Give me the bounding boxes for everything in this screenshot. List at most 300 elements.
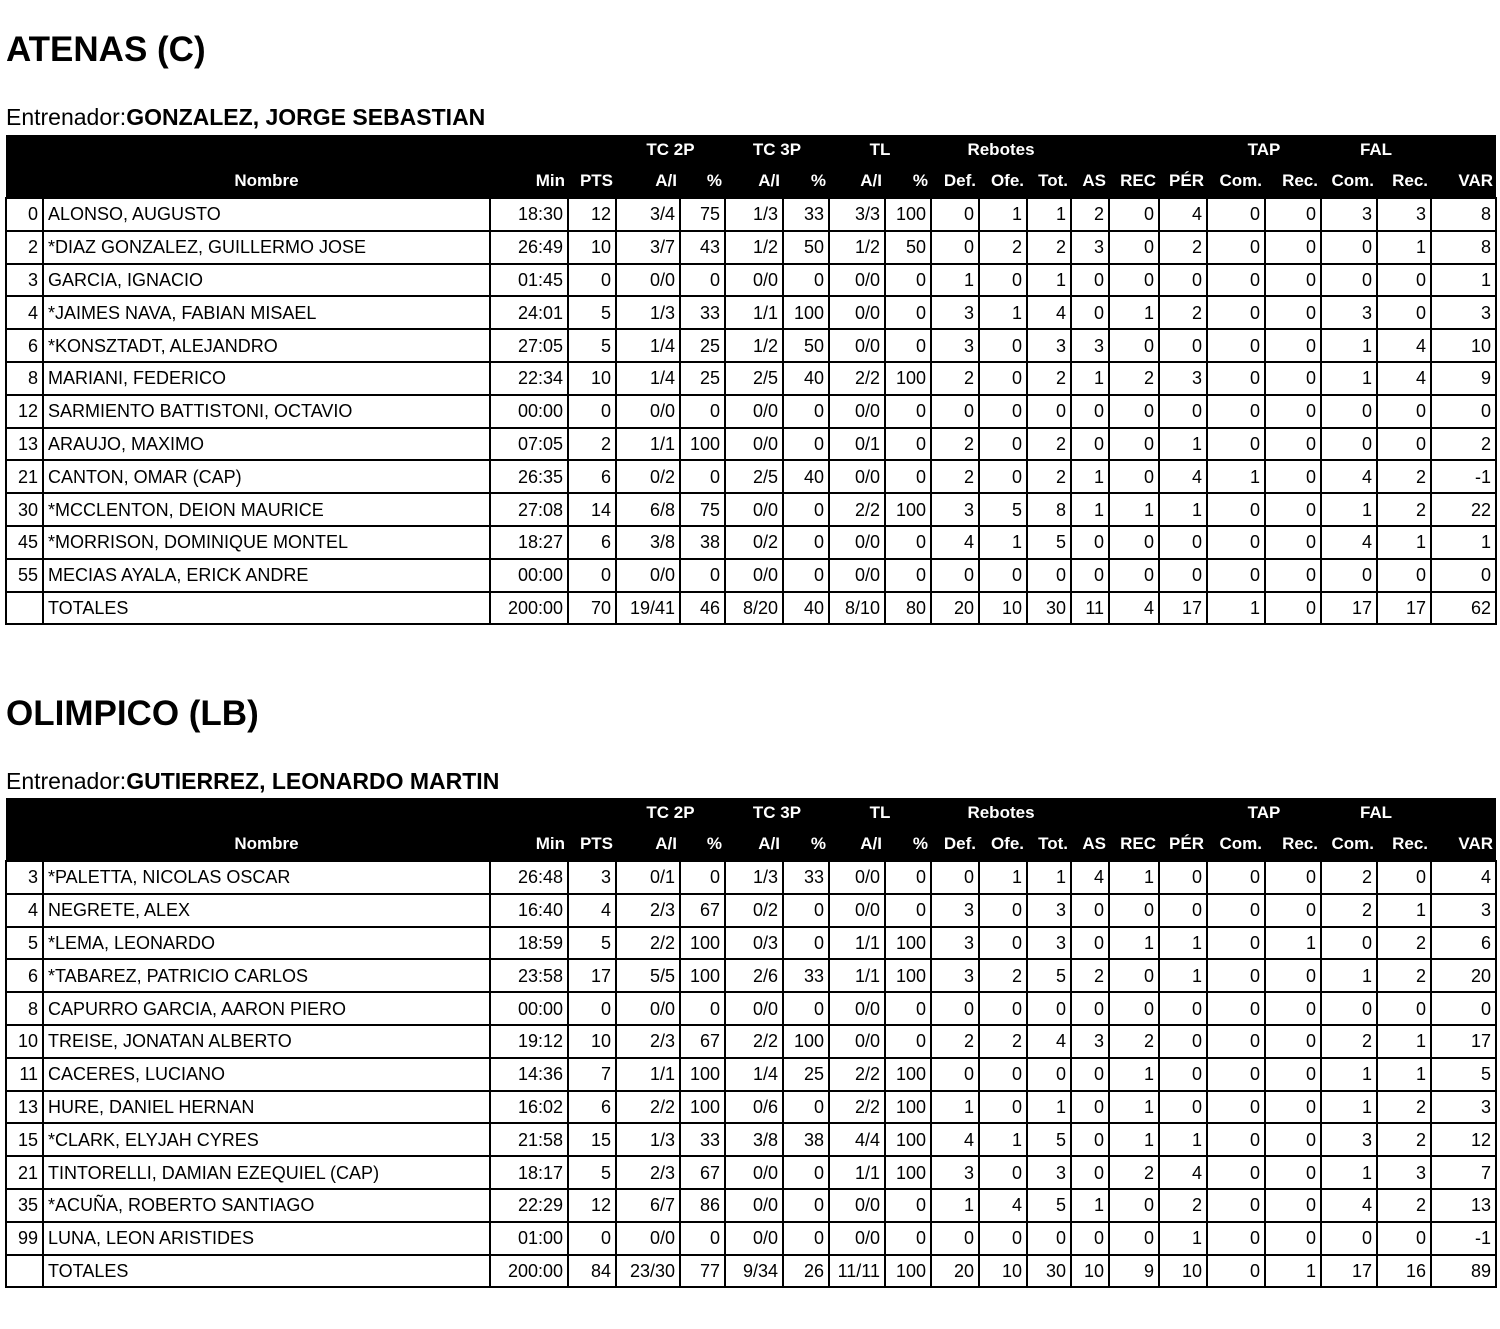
cell-fal-com: 4 <box>1321 526 1377 559</box>
cell-tl-ai: 2/2 <box>829 362 885 395</box>
col-tl-ai: A/I <box>829 828 885 861</box>
header-column-row <box>6 165 1496 198</box>
col-min: Min <box>490 828 568 861</box>
coach-line <box>6 103 485 131</box>
cell-rec: 2 <box>1109 1156 1159 1189</box>
cell-per: 10 <box>1159 1255 1207 1288</box>
cell-tap-rec: 0 <box>1265 1123 1321 1156</box>
cell-tl-pct: 0 <box>885 1189 931 1222</box>
cell-pts: 84 <box>568 1255 616 1288</box>
cell-tap-rec: 1 <box>1265 927 1321 960</box>
cell-tap-com: 0 <box>1207 1091 1265 1124</box>
table-row <box>6 329 1496 362</box>
cell-tap-rec: 0 <box>1265 296 1321 329</box>
cell-tc3p-ai: 9/34 <box>725 1255 783 1288</box>
cell-tl-pct: 0 <box>885 1025 931 1058</box>
cell-fal-rec: 4 <box>1377 329 1431 362</box>
cell-num: 99 <box>6 1222 43 1255</box>
cell-per: 1 <box>1159 959 1207 992</box>
cell-tl-pct: 0 <box>885 395 931 428</box>
cell-tap-com: 0 <box>1207 1222 1265 1255</box>
cell-min: 16:02 <box>490 1091 568 1124</box>
cell-tc2p-pct: 100 <box>680 1091 725 1124</box>
cell-tc3p-pct: 0 <box>783 264 829 297</box>
cell-pts: 6 <box>568 460 616 493</box>
cell-tap-com: 0 <box>1207 1123 1265 1156</box>
cell-tc2p-ai: 6/7 <box>616 1189 680 1222</box>
table-row <box>6 231 1496 264</box>
cell-fal-rec: 2 <box>1377 1189 1431 1222</box>
table-row <box>6 395 1496 428</box>
cell-tc2p-ai: 1/4 <box>616 329 680 362</box>
cell-nombre: NEGRETE, ALEX <box>43 894 490 927</box>
header-fal: FAL <box>1321 135 1431 165</box>
cell-tc2p-ai: 3/4 <box>616 198 680 231</box>
cell-tl-ai: 1/1 <box>829 1156 885 1189</box>
cell-reb-def: 0 <box>931 861 979 894</box>
cell-min: 21:58 <box>490 1123 568 1156</box>
cell-as: 4 <box>1071 861 1109 894</box>
cell-per: 0 <box>1159 264 1207 297</box>
cell-reb-def: 0 <box>931 992 979 1025</box>
cell-reb-def: 3 <box>931 927 979 960</box>
cell-tc3p-pct: 0 <box>783 1091 829 1124</box>
cell-nombre: ALONSO, AUGUSTO <box>43 198 490 231</box>
cell-num: 13 <box>6 1091 43 1124</box>
cell-tl-pct: 100 <box>885 1255 931 1288</box>
cell-var: 17 <box>1431 1025 1496 1058</box>
col-nombre: Nombre <box>43 828 490 861</box>
cell-tc3p-ai: 2/2 <box>725 1025 783 1058</box>
cell-num: 8 <box>6 362 43 395</box>
cell-tc3p-ai: 3/8 <box>725 1123 783 1156</box>
cell-reb-ofe: 0 <box>979 559 1027 592</box>
cell-tl-ai: 0/0 <box>829 296 885 329</box>
cell-tl-pct: 100 <box>885 1091 931 1124</box>
cell-fal-com: 2 <box>1321 861 1377 894</box>
cell-reb-def: 1 <box>931 1091 979 1124</box>
cell-min: 00:00 <box>490 395 568 428</box>
cell-num: 6 <box>6 959 43 992</box>
coach-line <box>6 767 499 795</box>
cell-rec: 1 <box>1109 1058 1159 1091</box>
cell-as: 1 <box>1071 493 1109 526</box>
cell-fal-com: 17 <box>1321 592 1377 625</box>
cell-fal-rec: 0 <box>1377 264 1431 297</box>
cell-tl-ai: 0/0 <box>829 894 885 927</box>
cell-reb-tot: 1 <box>1027 198 1071 231</box>
header-tc2p: TC 2P <box>616 135 725 165</box>
cell-reb-tot: 0 <box>1027 1058 1071 1091</box>
cell-as: 3 <box>1071 329 1109 362</box>
cell-tc2p-pct: 0 <box>680 559 725 592</box>
cell-tap-rec: 0 <box>1265 1189 1321 1222</box>
cell-tc3p-ai: 8/20 <box>725 592 783 625</box>
cell-pts: 0 <box>568 264 616 297</box>
col-tl-pct: % <box>885 165 931 198</box>
cell-reb-ofe: 1 <box>979 1123 1027 1156</box>
cell-tap-rec: 1 <box>1265 1255 1321 1288</box>
cell-tap-rec: 0 <box>1265 460 1321 493</box>
cell-pts: 10 <box>568 362 616 395</box>
cell-as: 1 <box>1071 460 1109 493</box>
cell-var: 2 <box>1431 428 1496 461</box>
player-rows <box>6 861 1496 1287</box>
totals-row <box>6 1255 1496 1288</box>
cell-per: 0 <box>1159 329 1207 362</box>
cell-reb-ofe: 1 <box>979 861 1027 894</box>
cell-pts: 7 <box>568 1058 616 1091</box>
cell-tap-com: 0 <box>1207 1156 1265 1189</box>
cell-tc3p-pct: 38 <box>783 1123 829 1156</box>
cell-tap-com: 1 <box>1207 460 1265 493</box>
cell-pts: 4 <box>568 894 616 927</box>
table-row <box>6 894 1496 927</box>
cell-tap-com: 0 <box>1207 959 1265 992</box>
cell-rec: 0 <box>1109 395 1159 428</box>
cell-min: 01:45 <box>490 264 568 297</box>
cell-tc3p-ai: 0/0 <box>725 992 783 1025</box>
table-row <box>6 1189 1496 1222</box>
cell-num: 30 <box>6 493 43 526</box>
cell-reb-tot: 3 <box>1027 329 1071 362</box>
cell-tl-pct: 0 <box>885 460 931 493</box>
cell-rec: 1 <box>1109 493 1159 526</box>
cell-fal-com: 0 <box>1321 264 1377 297</box>
cell-tc2p-ai: 1/1 <box>616 428 680 461</box>
cell-nombre: MARIANI, FEDERICO <box>43 362 490 395</box>
cell-as: 0 <box>1071 1058 1109 1091</box>
header-group-row <box>6 798 1496 828</box>
cell-tap-com: 0 <box>1207 231 1265 264</box>
cell-tl-pct: 50 <box>885 231 931 264</box>
cell-as: 0 <box>1071 395 1109 428</box>
cell-tc3p-ai: 1/1 <box>725 296 783 329</box>
coach-label: Entrenador: <box>6 104 127 130</box>
cell-num: 11 <box>6 1058 43 1091</box>
cell-fal-com: 1 <box>1321 493 1377 526</box>
col-reb-ofe: Ofe. <box>979 165 1027 198</box>
cell-tl-pct: 100 <box>885 493 931 526</box>
cell-reb-ofe: 10 <box>979 1255 1027 1288</box>
team-title: ATENAS (C) <box>6 30 206 69</box>
cell-tc2p-pct: 0 <box>680 264 725 297</box>
cell-tl-ai: 2/2 <box>829 493 885 526</box>
cell-fal-com: 1 <box>1321 362 1377 395</box>
cell-rec: 0 <box>1109 559 1159 592</box>
cell-tl-ai: 1/1 <box>829 927 885 960</box>
cell-pts: 0 <box>568 559 616 592</box>
cell-tl-ai: 0/1 <box>829 428 885 461</box>
cell-fal-rec: 2 <box>1377 1091 1431 1124</box>
cell-var: -1 <box>1431 460 1496 493</box>
cell-tap-rec: 0 <box>1265 493 1321 526</box>
cell-reb-def: 2 <box>931 1025 979 1058</box>
cell-per: 0 <box>1159 395 1207 428</box>
cell-tc3p-ai: 0/3 <box>725 927 783 960</box>
cell-tc3p-pct: 40 <box>783 460 829 493</box>
cell-rec: 0 <box>1109 231 1159 264</box>
cell-pts: 17 <box>568 959 616 992</box>
cell-fal-com: 2 <box>1321 1025 1377 1058</box>
cell-nombre: *JAIMES NAVA, FABIAN MISAEL <box>43 296 490 329</box>
cell-min: 27:05 <box>490 329 568 362</box>
coach-name: GONZALEZ, JORGE SEBASTIAN <box>126 104 486 130</box>
cell-as: 0 <box>1071 526 1109 559</box>
cell-num: 12 <box>6 395 43 428</box>
table-row <box>6 362 1496 395</box>
cell-tap-com: 0 <box>1207 526 1265 559</box>
cell-tl-pct: 0 <box>885 1222 931 1255</box>
cell-tc2p-pct: 77 <box>680 1255 725 1288</box>
cell-nombre: *MCCLENTON, DEION MAURICE <box>43 493 490 526</box>
cell-as: 0 <box>1071 1091 1109 1124</box>
cell-rec: 0 <box>1109 526 1159 559</box>
table-row <box>6 493 1496 526</box>
cell-tc2p-pct: 75 <box>680 198 725 231</box>
cell-min: 00:00 <box>490 992 568 1025</box>
cell-tc3p-pct: 33 <box>783 861 829 894</box>
table-row <box>6 959 1496 992</box>
cell-min: 26:49 <box>490 231 568 264</box>
table-row <box>6 992 1496 1025</box>
cell-tc3p-pct: 100 <box>783 1025 829 1058</box>
cell-fal-rec: 17 <box>1377 592 1431 625</box>
cell-tc3p-ai: 0/0 <box>725 1222 783 1255</box>
cell-reb-def: 3 <box>931 959 979 992</box>
col-reb-def: Def. <box>931 165 979 198</box>
cell-as: 0 <box>1071 927 1109 960</box>
cell-rec: 2 <box>1109 1025 1159 1058</box>
cell-reb-ofe: 0 <box>979 992 1027 1025</box>
cell-pts: 0 <box>568 1222 616 1255</box>
cell-tc3p-pct: 50 <box>783 231 829 264</box>
header-rebotes: Rebotes <box>931 135 1071 165</box>
cell-per: 1 <box>1159 428 1207 461</box>
col-tc2p-pct: % <box>680 165 725 198</box>
header-column-row <box>6 828 1496 861</box>
cell-tc2p-ai: 23/30 <box>616 1255 680 1288</box>
cell-reb-tot: 4 <box>1027 1025 1071 1058</box>
col-tc3p-pct: % <box>783 165 829 198</box>
cell-fal-com: 1 <box>1321 959 1377 992</box>
cell-tl-ai: 0/0 <box>829 264 885 297</box>
cell-per: 0 <box>1159 1091 1207 1124</box>
cell-tc2p-ai: 2/3 <box>616 1025 680 1058</box>
cell-pts: 5 <box>568 1156 616 1189</box>
cell-reb-ofe: 1 <box>979 296 1027 329</box>
cell-tap-rec: 0 <box>1265 959 1321 992</box>
cell-reb-tot: 3 <box>1027 927 1071 960</box>
cell-min: 07:05 <box>490 428 568 461</box>
cell-fal-rec: 2 <box>1377 493 1431 526</box>
cell-tc2p-pct: 25 <box>680 329 725 362</box>
table-row <box>6 559 1496 592</box>
cell-tl-ai: 8/10 <box>829 592 885 625</box>
cell-nombre: MECIAS AYALA, ERICK ANDRE <box>43 559 490 592</box>
cell-pts: 10 <box>568 1025 616 1058</box>
cell-tap-rec: 0 <box>1265 329 1321 362</box>
cell-fal-com: 1 <box>1321 1156 1377 1189</box>
cell-min: 22:29 <box>490 1189 568 1222</box>
cell-nombre: SARMIENTO BATTISTONI, OCTAVIO <box>43 395 490 428</box>
col-tap-rec: Rec. <box>1265 165 1321 198</box>
cell-tap-rec: 0 <box>1265 1025 1321 1058</box>
cell-as: 0 <box>1071 296 1109 329</box>
cell-fal-rec: 0 <box>1377 559 1431 592</box>
cell-nombre: *KONSZTADT, ALEJANDRO <box>43 329 490 362</box>
cell-fal-rec: 1 <box>1377 231 1431 264</box>
cell-tc2p-ai: 1/1 <box>616 1058 680 1091</box>
cell-reb-tot: 0 <box>1027 992 1071 1025</box>
cell-as: 2 <box>1071 959 1109 992</box>
cell-tc2p-ai: 19/41 <box>616 592 680 625</box>
cell-reb-def: 3 <box>931 1156 979 1189</box>
cell-reb-def: 2 <box>931 428 979 461</box>
cell-num: 6 <box>6 329 43 362</box>
cell-tc2p-ai: 1/3 <box>616 1123 680 1156</box>
cell-reb-tot: 30 <box>1027 592 1071 625</box>
cell-tc2p-pct: 75 <box>680 493 725 526</box>
cell-fal-rec: 1 <box>1377 894 1431 927</box>
cell-reb-ofe: 2 <box>979 959 1027 992</box>
cell-fal-rec: 2 <box>1377 460 1431 493</box>
cell-rec: 0 <box>1109 428 1159 461</box>
cell-as: 1 <box>1071 362 1109 395</box>
cell-reb-def: 3 <box>931 296 979 329</box>
cell-reb-tot: 5 <box>1027 959 1071 992</box>
cell-as: 0 <box>1071 1222 1109 1255</box>
cell-tc2p-ai: 1/3 <box>616 296 680 329</box>
cell-min: 19:12 <box>490 1025 568 1058</box>
col-fal-rec: Rec. <box>1377 165 1431 198</box>
cell-as: 1 <box>1071 1189 1109 1222</box>
cell-fal-rec: 0 <box>1377 296 1431 329</box>
cell-as: 3 <box>1071 231 1109 264</box>
cell-tc2p-ai: 2/2 <box>616 927 680 960</box>
cell-reb-tot: 3 <box>1027 894 1071 927</box>
cell-tc2p-ai: 2/3 <box>616 894 680 927</box>
cell-reb-tot: 8 <box>1027 493 1071 526</box>
cell-min: 22:34 <box>490 362 568 395</box>
cell-fal-com: 3 <box>1321 296 1377 329</box>
cell-pts: 15 <box>568 1123 616 1156</box>
col-fal-com: Com. <box>1321 165 1377 198</box>
cell-reb-def: 4 <box>931 526 979 559</box>
cell-min: 26:48 <box>490 861 568 894</box>
cell-num: 55 <box>6 559 43 592</box>
cell-tl-ai: 1/1 <box>829 959 885 992</box>
cell-tap-rec: 0 <box>1265 559 1321 592</box>
cell-tc3p-ai: 2/6 <box>725 959 783 992</box>
cell-as: 11 <box>1071 592 1109 625</box>
cell-tap-com: 0 <box>1207 1058 1265 1091</box>
cell-pts: 12 <box>568 1189 616 1222</box>
cell-per: 3 <box>1159 362 1207 395</box>
cell-reb-ofe: 0 <box>979 460 1027 493</box>
cell-num: 3 <box>6 264 43 297</box>
cell-reb-tot: 1 <box>1027 1091 1071 1124</box>
cell-reb-tot: 2 <box>1027 428 1071 461</box>
cell-rec: 2 <box>1109 362 1159 395</box>
cell-pts: 14 <box>568 493 616 526</box>
cell-pts: 70 <box>568 592 616 625</box>
cell-reb-tot: 0 <box>1027 1222 1071 1255</box>
cell-per: 4 <box>1159 1156 1207 1189</box>
cell-var: 20 <box>1431 959 1496 992</box>
cell-tc3p-ai: 0/2 <box>725 526 783 559</box>
col-tc3p-pct: % <box>783 828 829 861</box>
col-tap-com: Com. <box>1207 165 1265 198</box>
cell-tc3p-pct: 100 <box>783 296 829 329</box>
cell-tc2p-ai: 0/0 <box>616 992 680 1025</box>
cell-tc2p-ai: 3/7 <box>616 231 680 264</box>
table-row <box>6 198 1496 231</box>
cell-as: 0 <box>1071 1156 1109 1189</box>
cell-fal-com: 1 <box>1321 1058 1377 1091</box>
cell-tc2p-ai: 5/5 <box>616 959 680 992</box>
cell-tap-rec: 0 <box>1265 526 1321 559</box>
cell-per: 1 <box>1159 1123 1207 1156</box>
cell-tc2p-ai: 2/3 <box>616 1156 680 1189</box>
cell-reb-tot: 1 <box>1027 264 1071 297</box>
cell-tc3p-pct: 33 <box>783 198 829 231</box>
cell-tap-com: 0 <box>1207 264 1265 297</box>
cell-per: 0 <box>1159 861 1207 894</box>
cell-tc2p-pct: 100 <box>680 927 725 960</box>
cell-fal-com: 4 <box>1321 460 1377 493</box>
cell-fal-rec: 2 <box>1377 959 1431 992</box>
cell-tap-rec: 0 <box>1265 264 1321 297</box>
table-row <box>6 460 1496 493</box>
header-rebotes: Rebotes <box>931 798 1071 828</box>
header-tl: TL <box>829 798 931 828</box>
cell-tc2p-pct: 100 <box>680 959 725 992</box>
cell-reb-tot: 5 <box>1027 1189 1071 1222</box>
cell-tl-pct: 0 <box>885 329 931 362</box>
cell-tap-com: 0 <box>1207 559 1265 592</box>
cell-pts: 3 <box>568 861 616 894</box>
cell-reb-ofe: 0 <box>979 894 1027 927</box>
cell-fal-com: 0 <box>1321 559 1377 592</box>
cell-reb-ofe: 10 <box>979 592 1027 625</box>
coach-label: Entrenador: <box>6 768 127 794</box>
cell-fal-com: 0 <box>1321 428 1377 461</box>
cell-num: 4 <box>6 296 43 329</box>
cell-reb-ofe: 4 <box>979 1189 1027 1222</box>
cell-min: 18:27 <box>490 526 568 559</box>
cell-pts: 0 <box>568 992 616 1025</box>
cell-tap-com: 0 <box>1207 1255 1265 1288</box>
cell-tap-com: 0 <box>1207 329 1265 362</box>
cell-num <box>6 1255 43 1288</box>
cell-tc2p-pct: 86 <box>680 1189 725 1222</box>
col-tc2p-ai: A/I <box>616 828 680 861</box>
cell-tl-ai: 4/4 <box>829 1123 885 1156</box>
cell-fal-rec: 0 <box>1377 861 1431 894</box>
cell-tap-rec: 0 <box>1265 1058 1321 1091</box>
cell-var: 0 <box>1431 992 1496 1025</box>
cell-nombre: CANTON, OMAR (CAP) <box>43 460 490 493</box>
cell-nombre: *TABAREZ, PATRICIO CARLOS <box>43 959 490 992</box>
cell-tc2p-ai: 0/0 <box>616 395 680 428</box>
cell-tap-rec: 0 <box>1265 1156 1321 1189</box>
cell-var: 6 <box>1431 927 1496 960</box>
cell-reb-def: 2 <box>931 460 979 493</box>
cell-tl-pct: 0 <box>885 894 931 927</box>
cell-tc3p-ai: 0/0 <box>725 395 783 428</box>
cell-reb-def: 0 <box>931 395 979 428</box>
